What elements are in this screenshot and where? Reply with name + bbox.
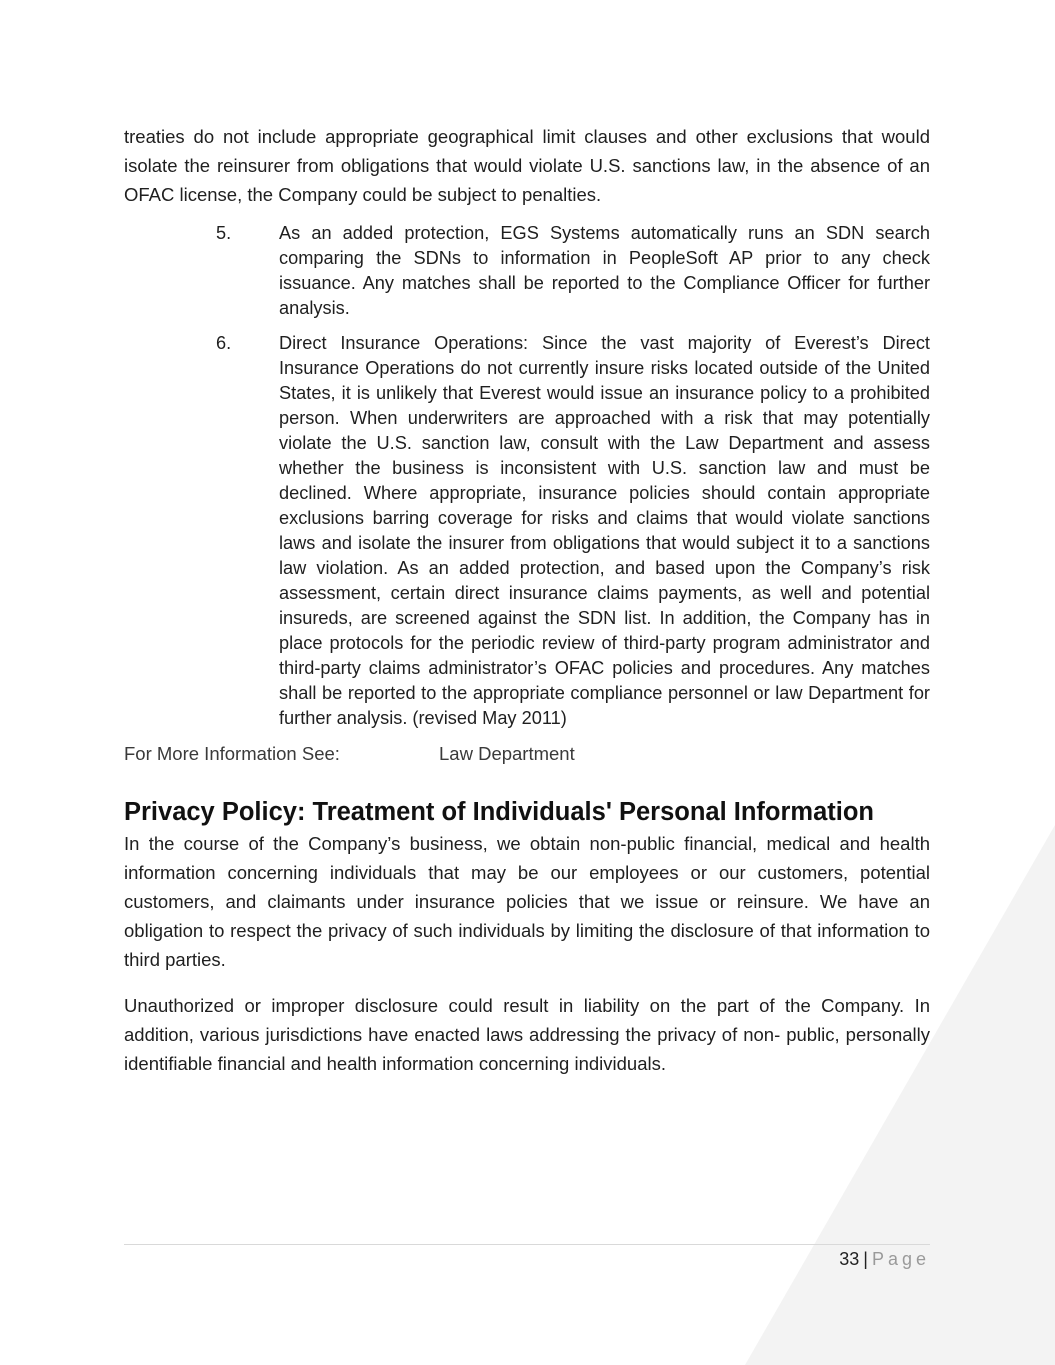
footer-divider xyxy=(124,1244,930,1245)
page-number xyxy=(839,1247,930,1271)
list-item xyxy=(124,221,930,321)
list-item-number: 6. xyxy=(216,333,232,353)
document-body xyxy=(124,122,930,1095)
more-information-label: For More Information See: xyxy=(124,743,340,764)
section-paragraph: Unauthorized or improper disclosure could result in liability on the part of the Company. In addition, various jurisdictions have enacted laws addressing the privacy of non- public, personally identifiable financial and health information concerning individuals. xyxy=(124,995,930,1074)
page-number-value: 33 xyxy=(839,1249,860,1269)
section-paragraph: In the course of the Company’s business, we obtain non-public financial, medical and health information concerning individuals that may be our employees or our customers, potential customers, and claimants under insurance policies that we issue or reinsure. We have an obligation to respect the privacy of such individuals by limiting the disclosure of that information to third parties. xyxy=(124,833,930,970)
intro-paragraph: treaties do not include appropriate geographical limit clauses and other exclusions that would isolate the reinsurer from obligations that would violate U.S. sanctions law, in the absence of an OFAC license, the Company could be subject to penalties. xyxy=(124,126,930,205)
page-number-separator: | xyxy=(863,1249,868,1269)
section-heading: Privacy Policy: Treatment of Individuals' Personal Information xyxy=(124,798,875,826)
numbered-list xyxy=(124,221,930,731)
page-label: Page xyxy=(871,1249,930,1269)
more-information-line xyxy=(124,741,930,767)
list-item xyxy=(124,331,930,731)
more-information-value: Law Department xyxy=(439,743,575,764)
list-item-number: 5. xyxy=(216,223,232,243)
list-item-text: Direct Insurance Operations: Since the vast majority of Everest’s Direct Insurance Operations do not currently insure risks located outside of the United States, it is unlikely that Everest would issue an insurance policy to a prohibited person. When underwriters are approached with a risk that may potentially violate the U.S. sanction law, consult with the Law Department and assess whether the business is inconsistent with U.S. sanction law and must be declined. Where appropriate, insurance policies should contain appropriate exclusions barring coverage for risks and claims that would violate sanctions laws and isolate the insurer from obligations that would subject it to a sanctions law violation. As an added protection, and based upon the Company’s risk assessment, certain direct insurance claims payments, as well and potential insureds, are screened against the SDN list. In addition, the Company has in place protocols for the periodic review of third-party program administrator and third-party claims administrator’s OFAC policies and procedures. Any matches shall be reported to the appropriate compliance personnel or law Department for further analysis. (revised May 2011) xyxy=(279,333,930,728)
list-item-text: As an added protection, EGS Systems automatically runs an SDN search comparing the SDNs to information in PeopleSoft AP prior to any check issuance. Any matches shall be reported to the Compliance Officer for further analysis. xyxy=(279,223,930,318)
